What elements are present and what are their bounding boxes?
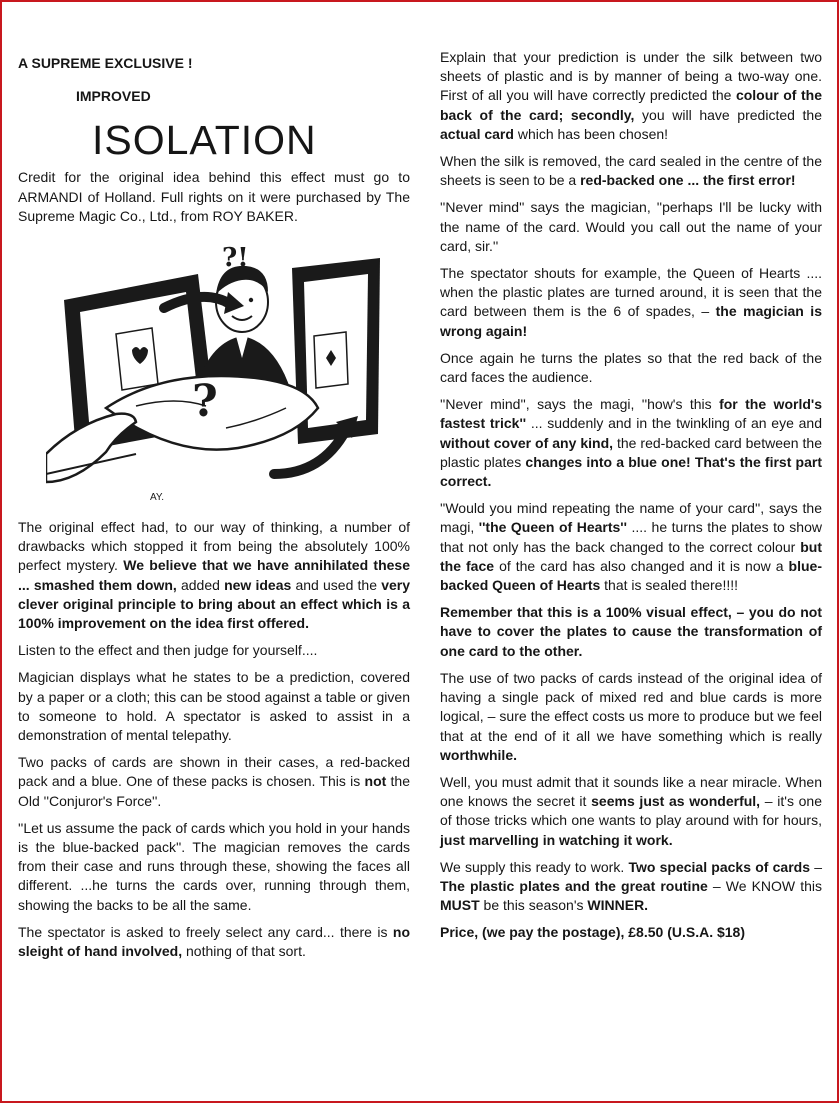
paragraph-visual-effect: Remember that this is a 100% visual effect, – you do not have to cover the plates to cause the transformation of one card to the other. (440, 604, 822, 659)
credit-paragraph: Credit for the original idea behind this effect must go to ARMANDI of Holland. Full rights on it were purchased by The Supreme Magic Co., Ltd., from ROY BAKER. (18, 169, 410, 224)
illustration-question-mark: ? (192, 376, 218, 428)
paragraph-we-supply: We supply this ready to work. Two special packs of cards – The plastic plates and the great routine – We KNOW this MUST be this season's WINNER. (440, 858, 822, 914)
paragraph-magician-displays: Magician displays what he states to be a prediction, covered by a paper or a cloth; this can be stood against a table or given to someone to hold. A spectator is asked to assist in a demonstration of mental telepathy. (18, 669, 410, 744)
paragraph-silk-removed: When the silk is removed, the card sealed in the centre of the sheets is seen to be a red-backed one ... the first error! (440, 153, 822, 189)
magician-illustration (46, 238, 386, 508)
paragraph-spectator-shouts: The spectator shouts for example, the Queen of Hearts .... when the plastic plates are turned around, it is seen that the card between them is the 6 of spades, – the magician is wrong again! (440, 265, 822, 339)
price-line: Price, (we pay the postage), £8.50 (U.S.A. $18) (440, 924, 745, 941)
paragraph-would-you-mind: ''Would you mind repeating the name of your card'', says the magi, ''the Queen of Hearts'' .... he turns the plates to show that not only has the back changed to the correct colour but the face of the card has also changed and it is now a blue-backed Queen of Hearts that is sealed there!!!! (440, 500, 822, 594)
paragraph-never-mind-2: ''Never mind'', says the magi, ''how's this for the world's fastest trick'' ... suddenly and in the twinkling of an eye and without cover of any kind, the red-backed card between the plastic plates changes into a blue one! That's the first part correct. (440, 396, 823, 490)
paragraph-explain-prediction: Explain that your prediction is under the silk between two sheets of plastic and is by manner of being a two-way one. First of all you will have correctly predicted the colour of the back of the card; secondly, you will have predicted the actual card which has been chosen! (440, 49, 822, 142)
artist-signature: AY. (150, 492, 165, 504)
paragraph-turns-plates: Once again he turns the plates so that the red back of the card faces the audience. (440, 349, 822, 386)
header-tagline: A SUPREME EXCLUSIVE ! (18, 55, 193, 71)
paragraph-let-us-assume: ''Let us assume the pack of cards which you hold in your hands is the blue-backed pack''. The magician removes the cards from their case and runs through these, showing the faces all different. ...he turns the cards over, running through them, showing the backs to be all the same. (18, 819, 410, 913)
paragraph-never-mind-1: ''Never mind'' says the magician, ''perhaps I'll be lucky with the name of the card. Would you call out the name of your card, sir.'' (440, 199, 822, 254)
paragraph-two-packs-logic: The use of two packs of cards instead of the original idea of having a single pack of mixed red and blue cards is more logical, – sure the effect costs us more to produce but we feel that at the end of it all we have something which is really worthwhile. (440, 669, 822, 763)
paragraph-spectator-selects: The spectator is asked to freely select any card... there is no sleight of hand involved, nothing of that sort. (18, 923, 410, 960)
exclaim-marks: ?! (222, 243, 249, 274)
right-column (440, 48, 822, 951)
paragraph-near-miracle: Well, you must admit that it sounds like a near miracle. When one knows the secret it seems just as wonderful, – it's one of those tricks which one wants to play around with for hours, just marvelling in watching it work. (440, 773, 822, 848)
paragraph-original-effect: The original effect had, to our way of thinking, a number of drawbacks which stopped it from being the absolutely 100% perfect mystery. We believe that we have annihilated these ... smashed them down, added new ideas and used the very clever original principle to bring about an effect which is a 100% improvement on the idea first offered. (18, 519, 410, 632)
page-title: ISOLATION (92, 117, 317, 164)
magician-figure (196, 266, 290, 388)
paragraph-two-packs: Two packs of cards are shown in their cases, a red-backed pack and a blue. One of these packs is chosen. This is not the Old ''Conjuror's Force''. (18, 754, 410, 809)
paragraph-listen: Listen to the effect and then judge for yourself.... (18, 642, 318, 659)
left-column (18, 54, 410, 969)
header-subtitle: IMPROVED (76, 88, 151, 105)
